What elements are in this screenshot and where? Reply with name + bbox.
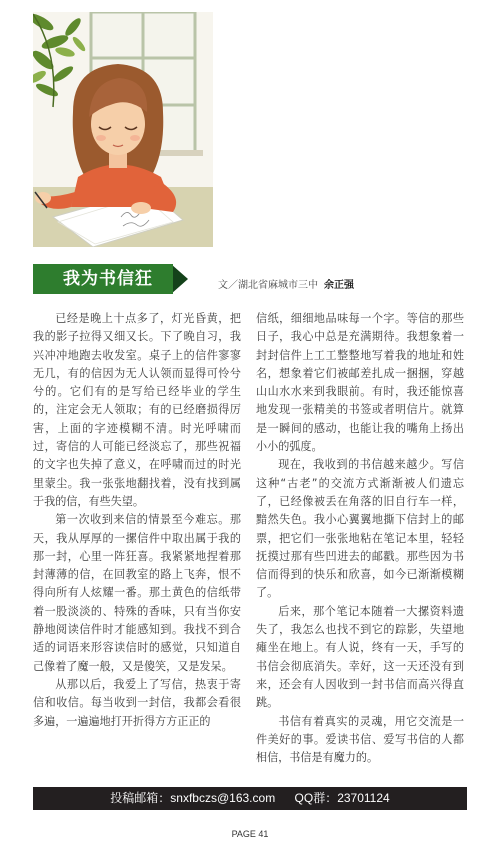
illustration-girl-writing	[33, 12, 213, 247]
paragraph: 从那以后，我爱上了写信，热衷于寄信和收信。每当收到一封信，我都会看很多遍，一遍遍地打开折得方方正正的	[33, 677, 241, 728]
article-column-left	[33, 310, 241, 731]
page-number: PAGE 41	[231, 829, 269, 839]
byline-source: 文／湖北省麻城市三中	[218, 280, 318, 291]
paragraph: 信纸，细细地品味每一个字。等信的那些日子，我心中总是充满期待。我想象着一封封信件上工工整整地写着我的地址和姓名，想象着它们被邮差扎成一捆捆，穿越山山水水来到我眼前。有时，我还能惊喜地发现一张精美的书签或者明信片。就算是一瞬间的感动，也能让我的嘴角上扬出小小的弧度。	[256, 312, 464, 454]
submission-qq-group: QQ群：23701124	[294, 791, 390, 805]
article-title-band	[33, 264, 188, 294]
paragraph: 现在，我收到的书信越来越少。写信这种“古老”的交流方式渐渐被人们遗忘了，已经像被丢在角落的旧自行车一样，黯然失色。我小心翼翼地撕下信封上的邮票，把它们一张张地粘在笔记本里，轻轻抚摸过那有些凹进去的邮戳。那些因为书信而得到的快乐和欣喜，如今已渐渐模糊了。	[256, 458, 464, 600]
byline	[218, 276, 354, 291]
paragraph: 书信有着真实的灵魂，用它交流是一件美好的事。爱读书信、爱写书信的人都相信，书信是有魔力的。	[256, 714, 464, 765]
submission-info-bar	[33, 787, 467, 810]
paragraph: 后来，那个笔记本随着一大摞资料遗失了，我怎么也找不到它的踪影，失望地瘫坐在地上。有人说，终有一天，手写的书信会彻底消失。幸好，这一天还没有到来，还会有人因收到一封书信而高兴得直跳。	[256, 604, 464, 710]
article-title: 我为书信狂	[63, 269, 153, 289]
article-column-right	[256, 310, 464, 767]
paragraph: 第一次收到来信的情景至今难忘。那天，我从厚厚的一摞信件中取出属于我的那一封，心里一阵狂喜。我紧紧地捏着那封薄薄的信，在回教室的路上飞奔，恨不得向所有人炫耀一番。那土黄色的信纸带着一股淡淡的、特殊的香味，只有当你安静地阅读信件时才能感知到。我找不到合适的词语来形容读信时的感觉，只知道自己像着了魔一般，又是傻笑，又是发呆。	[33, 513, 241, 673]
byline-author: 余正强	[324, 280, 354, 291]
submission-email: 投稿邮箱：snxfbczs@163.com	[110, 791, 276, 805]
paragraph: 已经是晚上十点多了，灯光昏黄，把我的影子拉得又细又长。下了晚自习，我兴冲冲地跑去收发室。桌子上的信件寥寥无几，有的信因为无人认领而显得可怜兮兮的。它们有的是写给已经毕业的学生的，注定会无人领取；有的已经磨损得厉害，上面的字迹模糊不清。时光呼啸而过，寄信的人可能已经淡忘了，那些祝福的文字也失掉了意义，在呼啸而过的时光里蒙尘。我一张张地翻找着，没有找到属于我的信，有些失望。	[33, 312, 241, 508]
